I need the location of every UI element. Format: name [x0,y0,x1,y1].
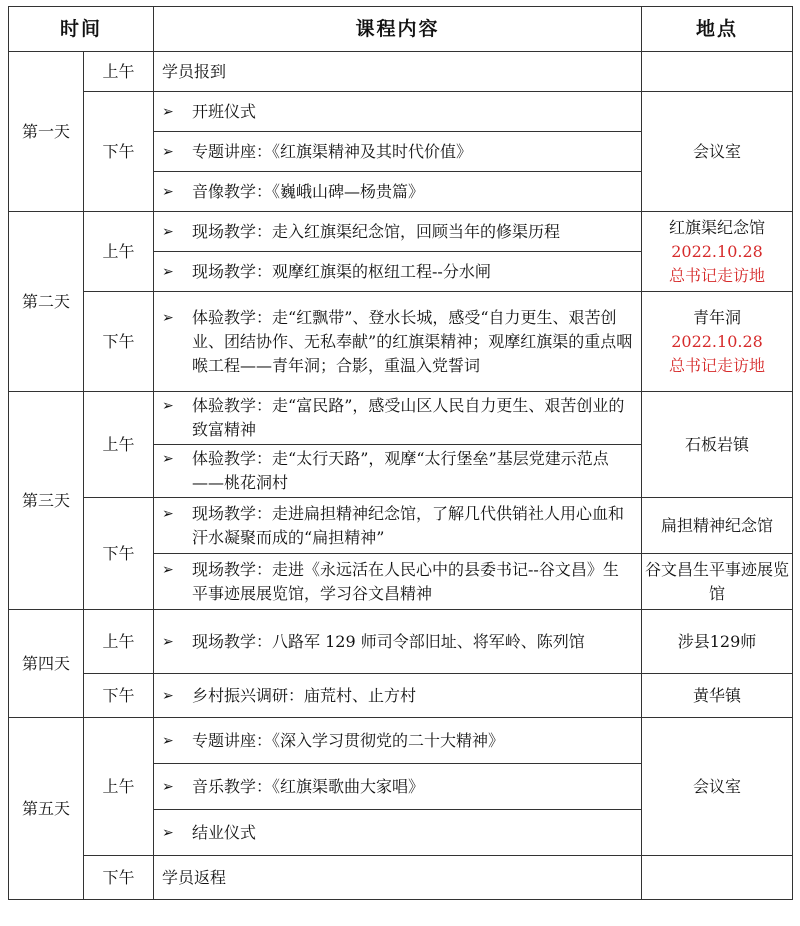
location-cell: 扁担精神纪念馆 [642,498,793,554]
location-cell [642,212,793,292]
content-cell [154,252,642,292]
location-note: 总书记走访地 [669,265,766,285]
content-text: 现场教学：走进《永远活在人民心中的县委书记--谷文昌》生平事迹展展览馆，学习谷文昌精神 [192,559,619,603]
location-name: 红旗渠纪念馆 [669,217,766,237]
location-name: 青年洞 [693,307,742,327]
content-cell [154,445,642,498]
content-text: 现场教学：走进扁担精神纪念馆，了解几代供销社人用心血和汗水凝聚而成的“扁担精神” [192,503,625,547]
content-cell [154,52,642,92]
content-text: 乡村振兴调研：庙荒村、止方村 [192,685,417,705]
table-row [9,212,793,252]
location-cell: 涉县129师 [642,610,793,674]
content-cell [154,764,642,810]
period-label: 下午 [84,92,154,212]
location-cell: 石板岩镇 [642,392,793,498]
period-label: 下午 [84,856,154,900]
table-row [9,718,793,764]
location-date: 2022.10.28 [671,331,763,351]
location-cell: 谷文昌生平事迹展览馆 [642,554,793,610]
period-label: 上午 [84,718,154,856]
table-row [9,856,793,900]
day-label: 第四天 [9,610,84,718]
period-label: 上午 [84,212,154,292]
content-cell [154,392,642,445]
content-text: 体验教学：走“太行天路”，观摩“太行堡垒”基层党建示范点——桃花洞村 [192,449,609,492]
arrow-bullet-icon: ➢ [162,183,174,200]
day-label: 第二天 [9,212,84,392]
arrow-bullet-icon: ➢ [162,263,174,280]
header-content: 课程内容 [154,7,642,52]
location-cell [642,856,793,900]
location-cell: 会议室 [642,92,793,212]
content-cell [154,554,642,610]
content-text: 现场教学：走入红旗渠纪念馆，回顾当年的修渠历程 [192,221,561,241]
location-cell [642,292,793,392]
content-text: 专题讲座：《红旗渠精神及其时代价值》 [192,141,473,161]
table-row [9,392,793,445]
content-cell [154,132,642,172]
content-cell [154,498,642,554]
location-date: 2022.10.28 [671,241,763,261]
content-text: 开班仪式 [192,101,257,121]
arrow-bullet-icon: ➢ [162,309,174,326]
content-text: 学员返程 [162,867,227,887]
location-cell [642,52,793,92]
day-label: 第五天 [9,718,84,900]
content-cell [154,856,642,900]
content-cell [154,92,642,132]
content-text: 音乐教学：《红旗渠歌曲大家唱》 [192,776,425,796]
table-row [9,610,793,674]
content-text: 体验教学：走“富民路”，感受山区人民自力更生、艰苦创业的致富精神 [192,396,625,439]
period-label: 下午 [84,292,154,392]
arrow-bullet-icon: ➢ [162,398,174,414]
content-text: 结业仪式 [192,822,257,842]
arrow-bullet-icon: ➢ [162,633,174,650]
content-text: 体验教学：走“红飘带”、登水长城，感受“自力更生、艰苦创业、团结协作、无私奉献”的红旗渠精神；观摩红旗渠的重点咽喉工程——青年洞；合影，重温入党誓词 [192,307,633,375]
content-text: 专题讲座：《深入学习贯彻党的二十大精神》 [192,730,505,750]
content-cell [154,718,642,764]
content-cell [154,610,642,674]
content-text: 音像教学：《巍峨山碑—杨贵篇》 [192,181,425,201]
arrow-bullet-icon: ➢ [162,505,174,522]
arrow-bullet-icon: ➢ [162,778,174,795]
location-cell: 黄华镇 [642,674,793,718]
table-row [9,92,793,132]
content-cell [154,810,642,856]
header-row [9,7,793,52]
content-cell [154,674,642,718]
arrow-bullet-icon: ➢ [162,451,174,467]
content-cell [154,292,642,392]
schedule-table [8,6,793,900]
location-note: 总书记走访地 [669,355,766,375]
arrow-bullet-icon: ➢ [162,103,174,120]
arrow-bullet-icon: ➢ [162,687,174,704]
table-row [9,498,793,554]
table-row [9,52,793,92]
day-label: 第一天 [9,52,84,212]
header-time: 时间 [9,7,154,52]
day-label: 第三天 [9,392,84,610]
table-row [9,292,793,392]
arrow-bullet-icon: ➢ [162,732,174,749]
location-cell: 会议室 [642,718,793,856]
period-label: 上午 [84,392,154,498]
content-text: 现场教学：观摩红旗渠的枢纽工程--分水闸 [192,261,491,281]
header-location: 地点 [642,7,793,52]
period-label: 上午 [84,52,154,92]
arrow-bullet-icon: ➢ [162,561,174,578]
content-cell [154,172,642,212]
table-row [9,674,793,718]
arrow-bullet-icon: ➢ [162,223,174,240]
content-cell [154,212,642,252]
arrow-bullet-icon: ➢ [162,143,174,160]
arrow-bullet-icon: ➢ [162,824,174,841]
period-label: 上午 [84,610,154,674]
content-text: 现场教学：八路军 129 师司令部旧址、将军岭、陈列馆 [192,631,585,651]
period-label: 下午 [84,498,154,610]
period-label: 下午 [84,674,154,718]
content-text: 学员报到 [162,61,227,81]
